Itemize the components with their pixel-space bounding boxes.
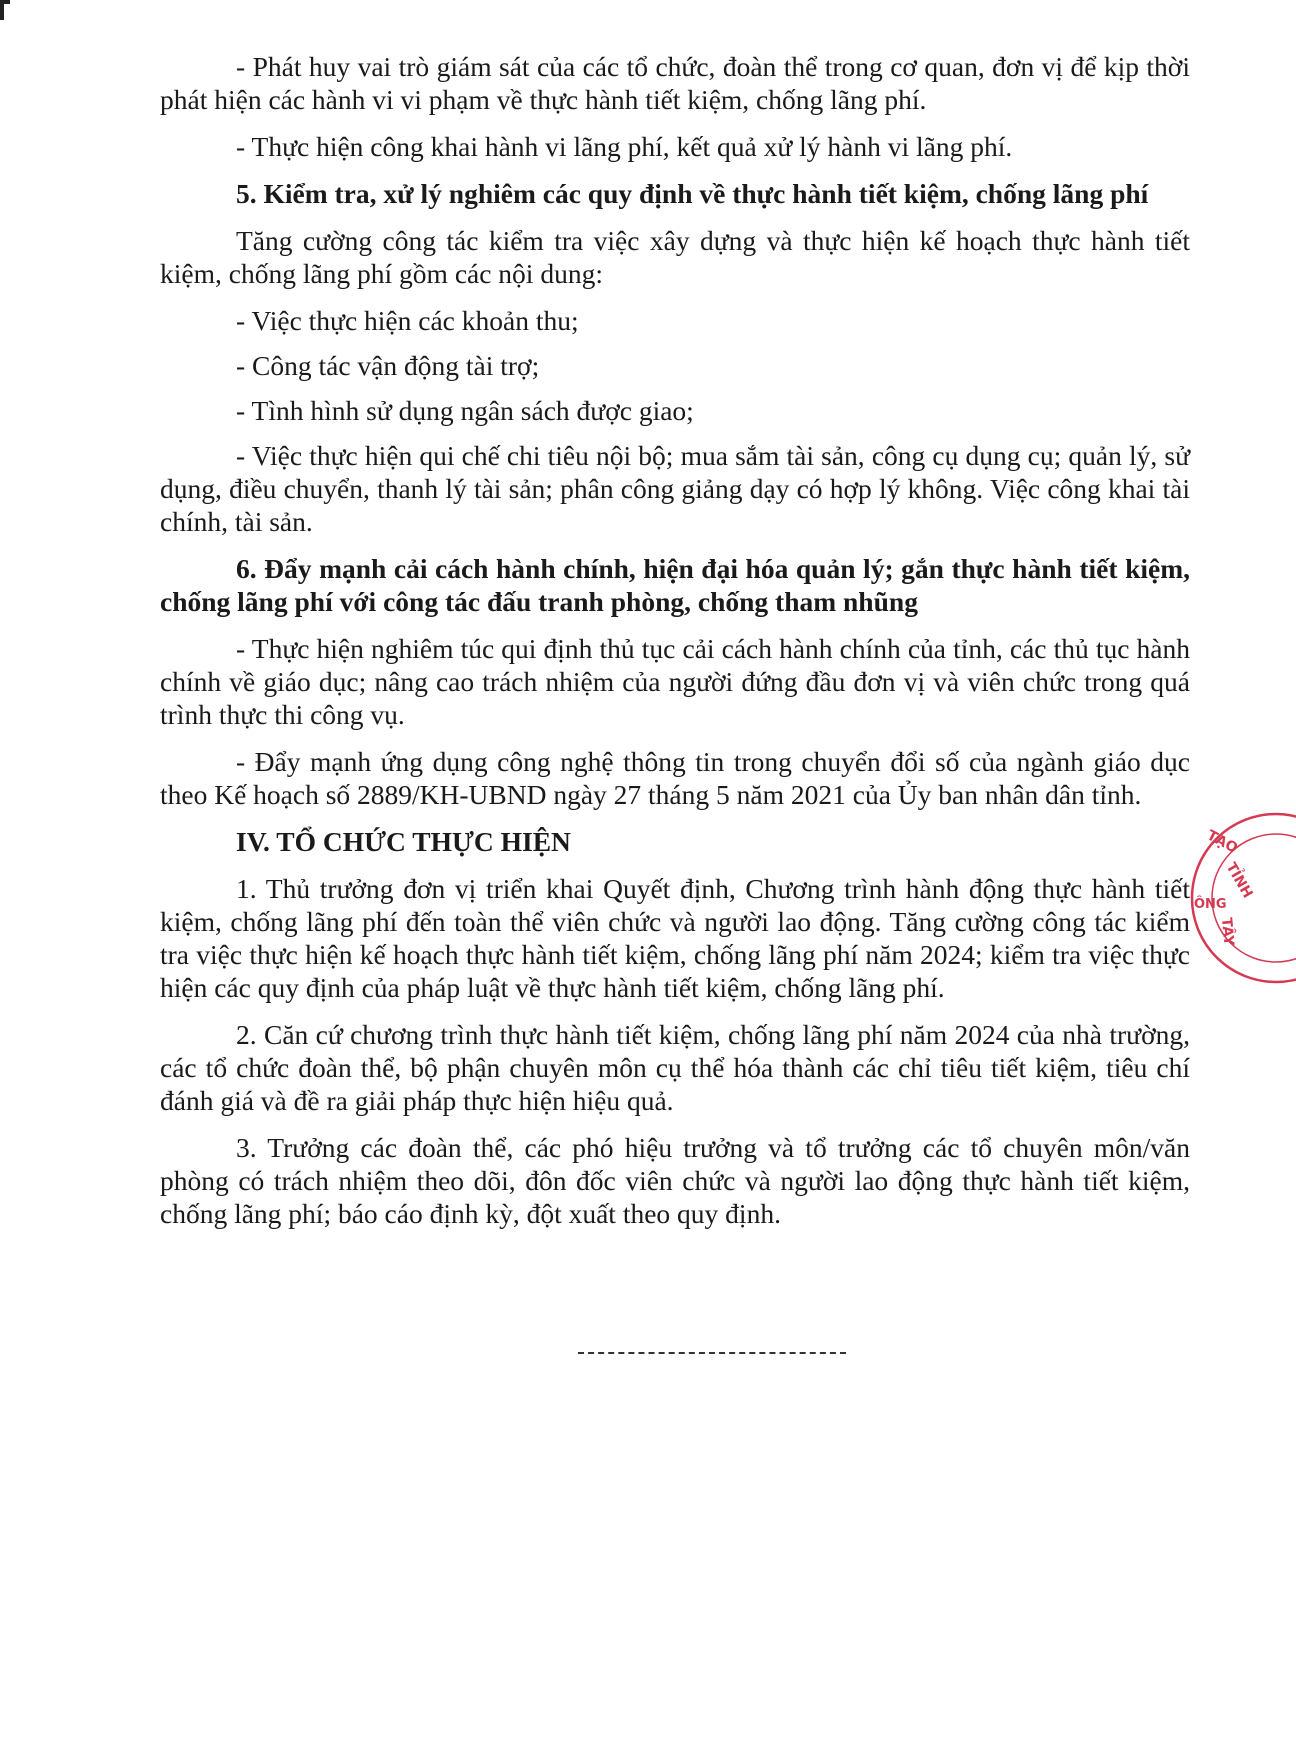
paragraph-digital-transformation: - Đẩy mạnh ứng dụng công nghệ thông tin trong chuyển đổi số của ngành giáo dục theo Kế hoạch số 2889/KH-UBND ngày 27 tháng 5 năm 2021 của Ủy ban nhân dân tỉnh. (160, 746, 1190, 810)
end-separator (578, 1352, 846, 1354)
paragraph-implementation-3: 3. Trưởng các đoàn thể, các phó hiệu trưởng và tổ trưởng các tổ chuyên môn/văn phòng có trách nhiệm theo dõi, đôn đốc viên chức và người lao động thực hành tiết kiệm, chống lãng phí; báo cáo định kỳ, đột xuất theo quy định. (160, 1132, 1190, 1229)
stamp-text-2: TỈNH (1222, 860, 1256, 902)
scan-corner-mark (0, 0, 10, 20)
list-item-revenue: - Việc thực hiện các khoản thu; (236, 305, 579, 336)
section-6-heading: 6. Đẩy mạnh cải cách hành chính, hiện đại hóa quản lý; gắn thực hành tiết kiệm, chống lãng phí với công tác đấu tranh phòng, chống tham nhũng (160, 553, 1190, 617)
paragraph-implementation-2: 2. Căn cứ chương trình thực hành tiết kiệm, chống lãng phí năm 2024 của nhà trường, các tổ chức đoàn thể, bộ phận chuyên môn cụ thể hóa thành các chỉ tiêu tiết kiệm, tiêu chí đánh giá và đề ra giải pháp thực hiện hiệu quả. (160, 1019, 1190, 1116)
list-item-budget: - Tình hình sử dụng ngân sách được giao; (236, 395, 694, 426)
list-item-sponsorship: - Công tác vận động tài trợ; (236, 350, 540, 381)
red-seal-stamp (1186, 818, 1296, 978)
stamp-text-3: ÔNG (1194, 897, 1227, 912)
document-body (160, 50, 1190, 1244)
stamp-text-4: TÂY (1218, 916, 1237, 947)
stamp-text-1: TẠO (1204, 827, 1241, 857)
paragraph-supervision: - Phát huy vai trò giám sát của các tổ chức, đoàn thể trong cơ quan, đơn vị để kịp thời phát hiện các hành vi vi phạm về thực hành tiết kiệm, chống lãng phí. (160, 51, 1190, 115)
list-item-internal-spending: - Việc thực hiện qui chế chi tiêu nội bộ; mua sắm tài sản, công cụ dụng cụ; quản lý, sử dụng, điều chuyển, thanh lý tài sản; phân công giảng dạy có hợp lý không. Việc công khai tài chính, tài sản. (160, 440, 1190, 537)
paragraph-inspection-intro: Tăng cường công tác kiểm tra việc xây dựng và thực hiện kế hoạch thực hành tiết kiệm, chống lãng phí gồm các nội dung: (160, 225, 1190, 289)
paragraph-implementation-1: 1. Thủ trưởng đơn vị triển khai Quyết định, Chương trình hành động thực hành tiết kiệm, chống lãng phí đến toàn thể viên chức và người lao động. Tăng cường công tác kiểm tra việc thực hiện kế hoạch thực hành tiết kiệm, chống lãng phí năm 2024; kiểm tra việc thực hiện các quy định của pháp luật về thực hành tiết kiệm, chống lãng phí. (160, 873, 1190, 1003)
section-iv-heading: IV. TỔ CHỨC THỰC HIỆN (236, 826, 571, 857)
paragraph-public-disclosure: - Thực hiện công khai hành vi lãng phí, kết quả xử lý hành vi lãng phí. (236, 131, 1013, 162)
paragraph-admin-reform: - Thực hiện nghiêm túc qui định thủ tục cải cách hành chính của tỉnh, các thủ tục hành chính về giáo dục; nâng cao trách nhiệm của người đứng đầu đơn vị và viên chức trong quá trình thực thi công vụ. (160, 633, 1190, 730)
section-5-heading: 5. Kiểm tra, xử lý nghiêm các quy định về thực hành tiết kiệm, chống lãng phí (236, 178, 1149, 209)
